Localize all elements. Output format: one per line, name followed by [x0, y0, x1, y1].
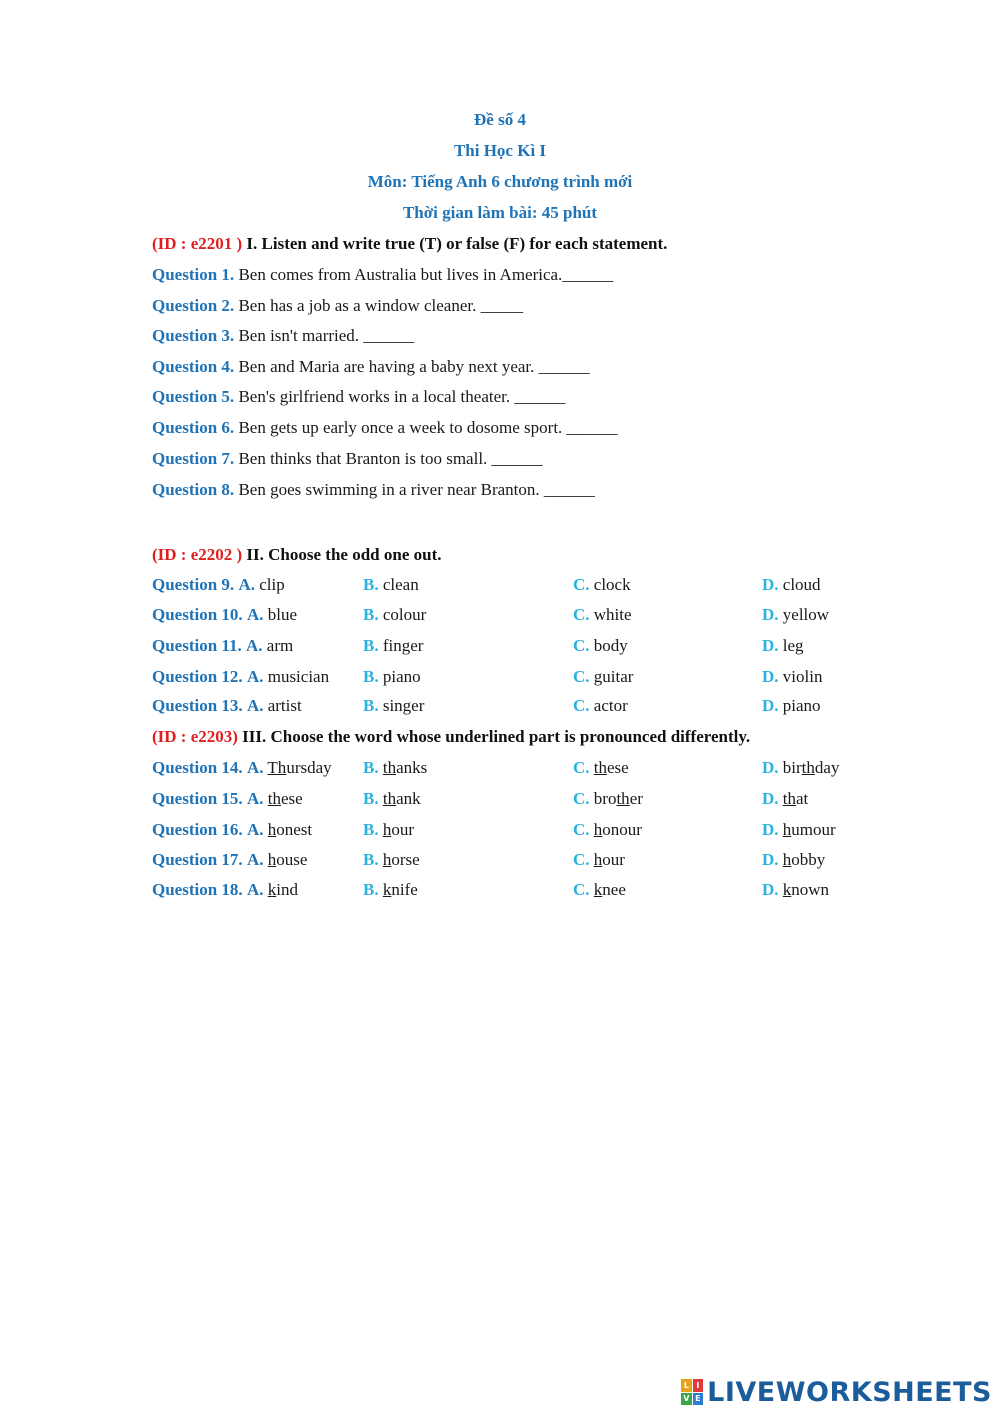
question-row — [152, 449, 543, 469]
option-letter: C. — [573, 880, 590, 899]
underlined-part: th — [382, 789, 397, 808]
question-label: Question 13. — [152, 696, 243, 715]
underlined-part: h — [267, 850, 277, 869]
option-letter: B. — [363, 820, 379, 839]
option-a[interactable] — [152, 636, 293, 656]
question-label: Question 7. — [152, 449, 235, 468]
word-suffix: onest — [276, 820, 313, 839]
option-b[interactable] — [363, 820, 414, 840]
option-word: piano — [382, 667, 421, 686]
option-letter: D. — [762, 820, 779, 839]
option-word: artist — [267, 696, 302, 715]
option-a[interactable] — [152, 880, 298, 900]
word-suffix: onour — [602, 820, 642, 839]
question-text[interactable]: Ben thinks that Branton is too small. ______ — [238, 449, 543, 468]
option-letter: D. — [762, 667, 779, 686]
question-row — [152, 418, 618, 438]
option-b[interactable] — [363, 667, 421, 687]
option-letter: A. — [246, 820, 264, 839]
option-word — [783, 789, 809, 808]
option-b[interactable] — [363, 758, 427, 778]
option-word: clock — [593, 575, 631, 594]
option-letter: D. — [762, 758, 779, 777]
option-letter: D. — [762, 636, 779, 655]
logo-text: LIVEWORKSHEETS — [707, 1376, 992, 1408]
option-letter: C. — [573, 605, 590, 624]
question-label: Question 1. — [152, 265, 235, 284]
question-label: Question 12. — [152, 667, 243, 686]
question-text[interactable]: Ben isn't married. ______ — [238, 326, 415, 345]
underlined-part: th — [267, 789, 281, 808]
question-label: Question 16. — [152, 820, 243, 839]
option-letter: A. — [246, 636, 263, 655]
option-letter: B. — [363, 789, 379, 808]
underlined-part: th — [616, 789, 630, 808]
section-1-heading — [152, 234, 667, 254]
option-letter: A. — [246, 605, 264, 624]
question-label: Question 15. — [152, 789, 243, 808]
option-word: clip — [259, 575, 285, 594]
option-letter: B. — [363, 575, 379, 594]
option-letter: B. — [363, 850, 379, 869]
option-c[interactable] — [573, 850, 625, 870]
option-word: finger — [382, 636, 424, 655]
option-a[interactable] — [152, 758, 332, 778]
logo-letter: E — [693, 1393, 704, 1406]
option-d[interactable] — [762, 636, 804, 656]
underlined-part: k — [782, 880, 792, 899]
option-b[interactable] — [363, 575, 419, 595]
section-3-id: (ID : e2203) — [152, 727, 238, 746]
title-time: Thời gian làm bài: 45 phút — [402, 203, 598, 222]
option-word: cloud — [782, 575, 821, 594]
word-suffix: our — [602, 850, 625, 869]
word-suffix: at — [796, 789, 809, 808]
option-word: singer — [382, 696, 425, 715]
option-d[interactable] — [762, 789, 808, 809]
question-text[interactable]: Ben gets up early once a week to dosome sport. ______ — [238, 418, 618, 437]
option-a[interactable] — [152, 820, 312, 840]
option-a[interactable] — [152, 696, 302, 716]
section-3-title: III. Choose the word whose underlined part is pronounced differently. — [242, 727, 751, 746]
option-word — [268, 789, 303, 808]
word-suffix: ind — [276, 880, 298, 899]
option-d[interactable] — [762, 667, 822, 687]
underlined-part: th — [382, 758, 397, 777]
question-label: Question 17. — [152, 850, 243, 869]
option-c[interactable] — [573, 667, 633, 687]
section-2-heading — [152, 545, 441, 565]
option-letter: A. — [246, 667, 264, 686]
option-a[interactable] — [152, 667, 329, 687]
option-c[interactable] — [573, 696, 628, 716]
option-letter: B. — [363, 758, 379, 777]
underlined-part: th — [782, 789, 797, 808]
word-suffix: nife — [391, 880, 418, 899]
option-b[interactable] — [363, 880, 418, 900]
option-word — [268, 820, 312, 839]
logo-letter: I — [693, 1379, 704, 1392]
word-suffix: umour — [791, 820, 836, 839]
option-b[interactable] — [363, 850, 420, 870]
option-letter: D. — [762, 605, 779, 624]
liveworksheets-logo — [681, 1375, 992, 1409]
question-row — [152, 265, 613, 285]
option-letter: C. — [573, 789, 590, 808]
word-suffix: ursday — [286, 758, 332, 777]
underlined-part: h — [382, 820, 392, 839]
question-text[interactable]: Ben comes from Australia but lives in America.______ — [238, 265, 614, 284]
option-c[interactable] — [573, 758, 629, 778]
underlined-part: th — [593, 758, 608, 777]
option-c[interactable] — [573, 880, 626, 900]
option-letter: D. — [762, 696, 779, 715]
word-suffix: ank — [396, 789, 421, 808]
option-c[interactable] — [573, 820, 642, 840]
option-word: leg — [782, 636, 804, 655]
option-word — [783, 758, 840, 777]
option-d[interactable] — [762, 696, 821, 716]
word-suffix: er — [629, 789, 643, 808]
option-letter: A. — [246, 880, 264, 899]
option-letter: D. — [762, 880, 779, 899]
question-text[interactable]: Ben and Maria are having a baby next year. ______ — [238, 357, 590, 376]
question-label: Question 18. — [152, 880, 243, 899]
title-subject: Môn: Tiếng Anh 6 chương trình mới — [367, 172, 633, 191]
word-suffix: our — [391, 820, 415, 839]
question-row — [152, 480, 595, 500]
option-word — [268, 850, 308, 869]
option-letter: D. — [762, 850, 779, 869]
question-label: Question 3. — [152, 326, 235, 345]
option-d[interactable] — [762, 758, 839, 778]
option-word — [594, 820, 642, 839]
option-word: white — [593, 605, 632, 624]
question-text[interactable]: Ben goes swimming in a river near Branton. ______ — [238, 480, 595, 499]
underlined-part: th — [801, 758, 815, 777]
option-word — [383, 880, 418, 899]
underlined-part: h — [267, 820, 277, 839]
option-letter: C. — [573, 667, 590, 686]
option-word: colour — [382, 605, 427, 624]
logo-letter: V — [681, 1393, 692, 1406]
section-1-title: I. Listen and write true (T) or false (F) for each statement. — [246, 234, 668, 253]
underlined-part: Th — [267, 758, 287, 777]
option-letter: D. — [762, 789, 779, 808]
underlined-part: h — [782, 850, 792, 869]
section-1-id: (ID : e2201 ) — [152, 234, 243, 253]
question-label: Question 5. — [152, 387, 235, 406]
question-text[interactable]: Ben's girlfriend works in a local theater. ______ — [238, 387, 566, 406]
option-b[interactable] — [363, 636, 423, 656]
option-letter: D. — [762, 575, 779, 594]
underlined-part: h — [382, 850, 392, 869]
word-suffix: ouse — [276, 850, 308, 869]
question-row — [152, 387, 565, 407]
underlined-part: k — [267, 880, 277, 899]
logo-icon — [681, 1379, 703, 1405]
option-word — [594, 758, 629, 777]
option-word — [594, 789, 643, 808]
option-d[interactable] — [762, 850, 825, 870]
option-word — [383, 850, 420, 869]
question-text[interactable]: Ben has a job as a window cleaner. _____ — [238, 296, 524, 315]
option-word: yellow — [782, 605, 830, 624]
option-word — [267, 758, 331, 777]
option-word: guitar — [593, 667, 634, 686]
option-letter: A. — [238, 575, 255, 594]
option-c[interactable] — [573, 789, 643, 809]
option-letter: B. — [363, 636, 379, 655]
option-letter: A. — [246, 696, 264, 715]
question-label: Question 8. — [152, 480, 235, 499]
section-2-title: II. Choose the odd one out. — [246, 545, 442, 564]
option-letter: C. — [573, 850, 590, 869]
option-b[interactable] — [363, 696, 424, 716]
option-word: musician — [267, 667, 330, 686]
word-prefix: bir — [782, 758, 802, 777]
option-letter: C. — [573, 575, 590, 594]
option-d[interactable] — [762, 605, 829, 625]
option-word — [783, 850, 826, 869]
section-3-heading — [152, 727, 750, 747]
option-a[interactable] — [152, 850, 307, 870]
word-suffix: day — [814, 758, 840, 777]
option-word — [783, 880, 829, 899]
title-exam-number: Đề số 4 — [474, 110, 526, 129]
option-c[interactable] — [573, 605, 632, 625]
option-a[interactable] — [152, 789, 303, 809]
option-d[interactable] — [762, 880, 829, 900]
option-b[interactable] — [363, 789, 421, 809]
logo-letter: L — [681, 1379, 692, 1392]
question-label: Question 4. — [152, 357, 235, 376]
option-letter: A. — [246, 850, 264, 869]
section-2-id: (ID : e2202 ) — [152, 545, 243, 564]
option-c[interactable] — [573, 575, 631, 595]
question-row — [152, 296, 523, 316]
option-word: body — [593, 636, 628, 655]
option-word — [783, 820, 836, 839]
word-suffix: nown — [791, 880, 830, 899]
option-letter: A. — [246, 758, 264, 777]
underlined-part: k — [593, 880, 603, 899]
option-letter: C. — [573, 636, 590, 655]
option-word: actor — [593, 696, 628, 715]
question-label: Question 9. — [152, 575, 235, 594]
underlined-part: h — [593, 850, 603, 869]
question-label: Question 6. — [152, 418, 235, 437]
option-word: violin — [782, 667, 823, 686]
option-word: blue — [267, 605, 297, 624]
title-term: Thi Học Kì I — [453, 141, 547, 160]
question-label: Question 11. — [152, 636, 242, 655]
option-letter: A. — [246, 789, 264, 808]
word-prefix: bro — [593, 789, 617, 808]
word-suffix: orse — [391, 850, 420, 869]
word-suffix: anks — [396, 758, 428, 777]
option-a[interactable] — [152, 605, 297, 625]
underlined-part: h — [782, 820, 792, 839]
question-label: Question 14. — [152, 758, 243, 777]
question-label: Question 10. — [152, 605, 243, 624]
option-word: arm — [266, 636, 294, 655]
question-row — [152, 357, 590, 377]
option-letter: C. — [573, 758, 590, 777]
option-word: clean — [382, 575, 419, 594]
option-word — [383, 820, 414, 839]
word-suffix: obby — [791, 850, 826, 869]
word-suffix: nee — [602, 880, 626, 899]
word-suffix: ese — [280, 789, 303, 808]
option-word — [268, 880, 298, 899]
underlined-part: h — [593, 820, 603, 839]
underlined-part: k — [382, 880, 392, 899]
question-row — [152, 326, 414, 346]
option-word: piano — [782, 696, 821, 715]
option-word — [383, 758, 427, 777]
option-letter: B. — [363, 880, 379, 899]
option-word — [594, 850, 625, 869]
word-suffix: ese — [607, 758, 629, 777]
option-d[interactable] — [762, 575, 821, 595]
option-b[interactable] — [363, 605, 426, 625]
option-c[interactable] — [573, 636, 628, 656]
option-letter: C. — [573, 820, 590, 839]
option-letter: B. — [363, 605, 379, 624]
option-d[interactable] — [762, 820, 836, 840]
option-letter: C. — [573, 696, 590, 715]
question-label: Question 2. — [152, 296, 235, 315]
option-letter: B. — [363, 667, 379, 686]
option-letter: B. — [363, 696, 379, 715]
option-word — [383, 789, 421, 808]
option-word — [594, 880, 626, 899]
option-a[interactable] — [152, 575, 285, 595]
